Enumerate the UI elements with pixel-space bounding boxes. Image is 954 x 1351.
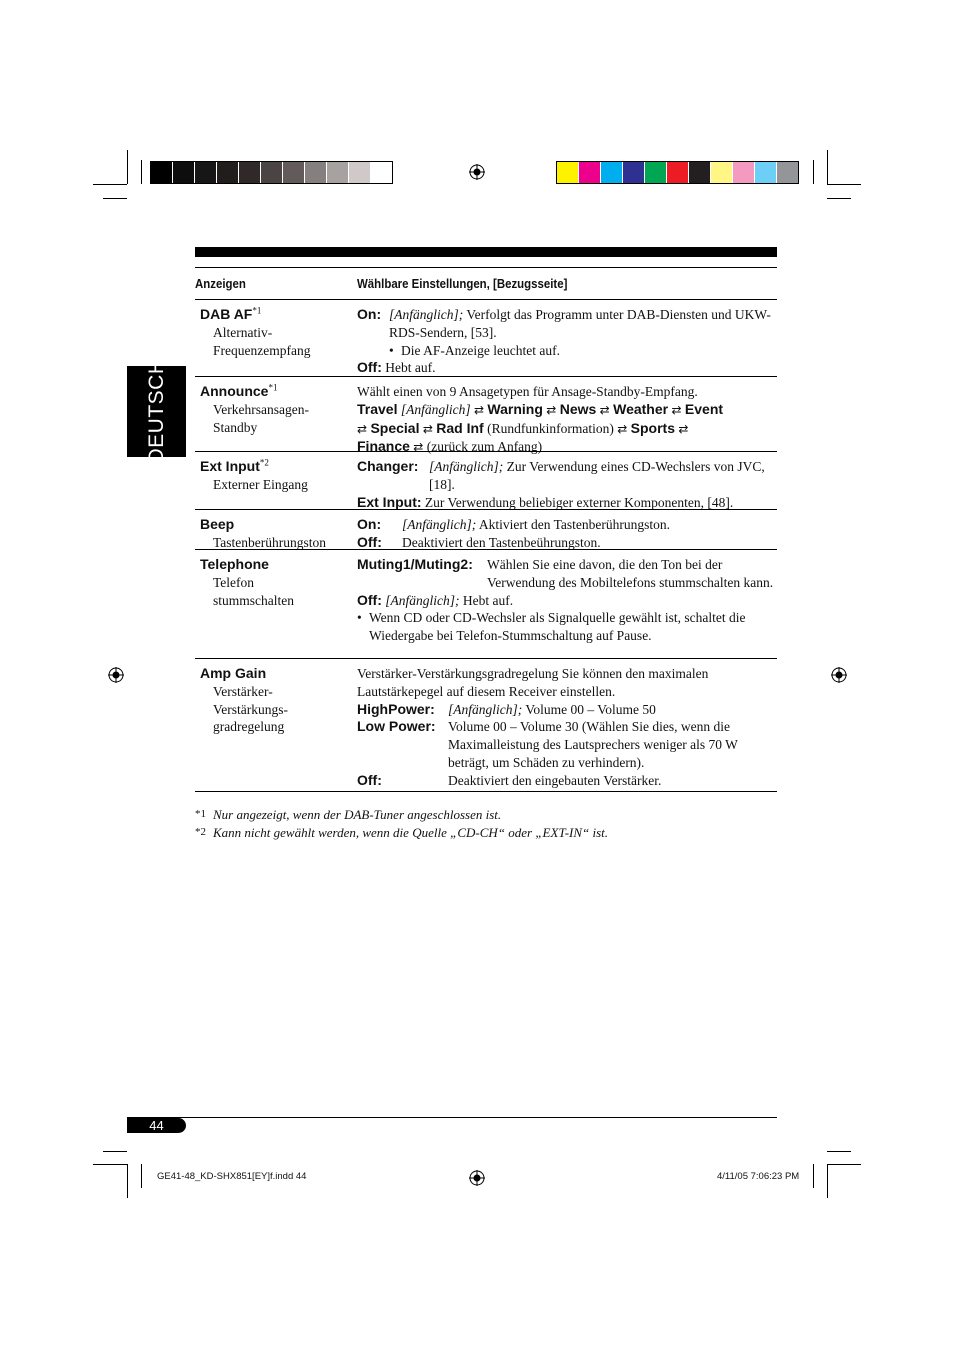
cycle-arrow-icon: ⇄ — [678, 421, 689, 436]
crop-mark — [827, 184, 861, 185]
registration-mark-icon — [469, 1170, 485, 1186]
crop-mark — [141, 1164, 142, 1188]
header-col1: Anzeigen — [195, 276, 246, 291]
color-swatch — [239, 162, 261, 183]
registration-mark-icon — [108, 667, 124, 683]
row-amp-gain: Amp Gain Verstärker- Verstärkungs- gradregelung Verstärker-Verstärkungsgradregelung Sie können den maximalen Lautstärkepegel auf diesem Receiver einstellen. HighPower: [Anfänglich]; Volume 00 – Volume 50 Low Power: Volume 00 – Volume 30 (Wählen Sie dies, wenn die Maximalleistung des Lautsprechers weniger als 70 W beträgt, um Schäden zu verhindern). Off: Deaktiviert den eingebauten Verstärker. — [195, 658, 777, 792]
color-swatch — [261, 162, 283, 183]
footer-file: GE41-48_KD-SHX851[EY]f.indd 44 — [157, 1171, 307, 1182]
crop-mark — [827, 198, 851, 199]
registration-mark-icon — [469, 164, 485, 180]
announce-title: Announce — [200, 383, 269, 399]
crop-mark — [103, 198, 127, 199]
color-swatch — [305, 162, 327, 183]
row-telephone: Telephone Telefon stummschalten Muting1/Muting2: Wählen Sie eine davon, die den Ton bei der Verwendung des Mobiltelefons stummschalten kann. Off: [Anfänglich]; Hebt auf. • Wenn CD oder CD-Wechsler als Signalquelle gewählt ist, schaltet die Wiedergabe bei Telefon-Stummschaltung auf Pause. — [195, 549, 777, 659]
cycle-arrow-icon: ⇄ — [473, 402, 485, 417]
crop-mark — [141, 160, 142, 184]
cycle-arrow-icon: ⇄ — [546, 402, 557, 417]
crop-mark — [813, 1164, 814, 1188]
color-swatch — [557, 162, 579, 183]
color-swatch — [777, 162, 798, 183]
side-tab-label: DEUTSCH — [145, 358, 168, 464]
color-swatch — [579, 162, 601, 183]
dabaf-title: DAB AF — [200, 306, 253, 322]
crop-mark — [127, 1164, 128, 1198]
color-swatch — [733, 162, 755, 183]
registration-mark-icon — [831, 667, 847, 683]
color-swatch — [283, 162, 305, 183]
color-swatch — [667, 162, 689, 183]
color-swatch — [349, 162, 371, 183]
color-swatch — [371, 162, 392, 183]
crop-mark — [827, 1164, 861, 1165]
crop-mark — [827, 150, 828, 184]
cycle-arrow-icon: ⇄ — [671, 402, 682, 417]
row-ext-input: Ext Input$^{*2}$ Externer Eingang Changer: [Anfänglich]; Zur Verwendung eines CD-Wechslers von JVC, [18]. Ext Input: Zur Verwendung beliebiger externer Komponenten, [48]. — [195, 451, 777, 510]
crop-mark — [103, 1151, 127, 1152]
color-swatch — [689, 162, 711, 183]
telephone-title: Telephone — [200, 556, 269, 572]
crop-mark — [93, 1164, 127, 1165]
row-announce: Announce$^{*1}$ Verkehrsansagen- Standby Wählt einen von 9 Ansagetypen für Ansage-Standby-Empfang. Travel [Anfänglich] ⇄ Warning ⇄ News ⇄ Weather ⇄ Event ⇄ Special ⇄ Rad Inf (Rundfunkinformation) ⇄ Sports ⇄ Finance ⇄ (zurück zum Anfang) — [195, 376, 777, 452]
crop-mark — [127, 150, 128, 184]
color-swatch — [327, 162, 349, 183]
color-bar — [556, 161, 799, 184]
color-swatch — [645, 162, 667, 183]
cycle-arrow-icon: ⇄ — [599, 402, 610, 417]
crop-mark — [827, 1164, 828, 1198]
color-swatch — [217, 162, 239, 183]
page-number: 44 — [127, 1118, 186, 1133]
footer-date: 4/11/05 7:06:23 PM — [717, 1171, 800, 1182]
color-swatch — [601, 162, 623, 183]
cycle-arrow-icon: ⇄ — [617, 421, 628, 436]
cycle-arrow-icon: ⇄ — [413, 440, 424, 455]
ampgain-title: Amp Gain — [200, 665, 267, 681]
crop-mark — [813, 160, 814, 184]
extinput-title: Ext Input — [200, 458, 260, 474]
table-header — [195, 267, 777, 300]
header-col2: Wählbare Einstellungen, [Bezugsseite] — [357, 276, 568, 291]
bottom-rule — [127, 1117, 777, 1118]
color-swatch — [755, 162, 777, 183]
beep-title: Beep — [200, 516, 235, 532]
color-swatch — [711, 162, 733, 183]
row-dab-af: DAB AF$^{*1}$ Alternativ- Frequenzempfang On: [Anfänglich]; Verfolgt das Programm unter DAB-Diensten und UKW-RDS-Sendern, [53]. • Die AF-Anzeige leuchtet auf. Off: Hebt auf. — [195, 299, 777, 377]
gray-color-bar — [150, 161, 393, 184]
footnotes: *1 Nur angezeigt, wenn der DAB-Tuner angeschlossen ist. *2 Kann nicht gewählt werden, wenn die Quelle „CD-CH“ oder „EXT-IN“ ist. — [195, 807, 609, 840]
crop-mark — [93, 184, 127, 185]
color-swatch — [623, 162, 645, 183]
row-beep: Beep Tastenberührungston On: [Anfänglich]; Aktiviert den Tastenberührungston. Off: Deaktiviert den Tastenbeührungston. — [195, 509, 777, 550]
top-bar — [195, 247, 777, 257]
color-swatch — [173, 162, 195, 183]
cycle-arrow-icon: ⇄ — [357, 421, 368, 436]
color-swatch — [195, 162, 217, 183]
side-tab — [127, 358, 186, 464]
color-swatch — [151, 162, 173, 183]
cycle-arrow-icon: ⇄ — [422, 421, 433, 436]
crop-mark — [827, 1151, 851, 1152]
